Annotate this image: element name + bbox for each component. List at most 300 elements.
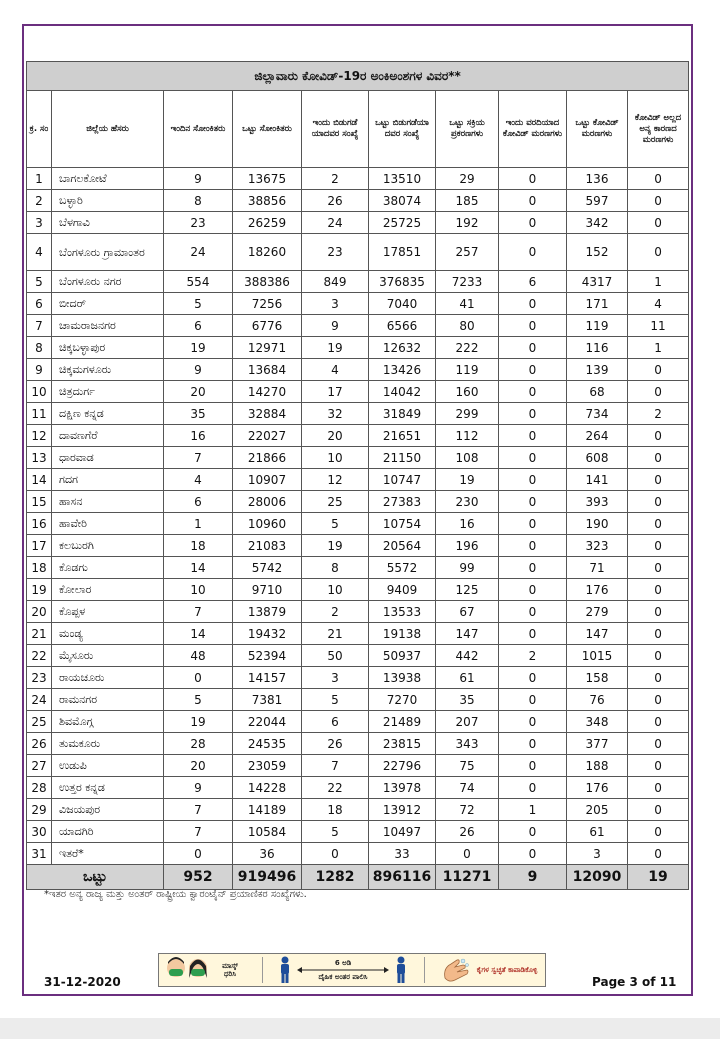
- cell-total-deaths: 734: [567, 403, 628, 425]
- table-row: [27, 623, 689, 645]
- cell-total-cases: 14270: [233, 381, 302, 403]
- cell-total-deaths: 152: [567, 234, 628, 271]
- distance-label: [295, 959, 391, 981]
- cell-today-deaths: 0: [499, 447, 567, 469]
- distance-text: ದೈಹಿಕ ಅಂತರ ಪಾಲಿಸಿ: [318, 973, 368, 981]
- cell-today-deaths: 0: [499, 711, 567, 733]
- cell-district: ಚಿತ್ರದುರ್ಗ: [52, 381, 164, 403]
- cell-total-cases: 7381: [233, 689, 302, 711]
- page-total: 11: [659, 975, 677, 989]
- table-row: [27, 381, 689, 403]
- cell-sl: 10: [27, 381, 52, 403]
- cell-sl: 26: [27, 733, 52, 755]
- cell-today-deaths: 0: [499, 623, 567, 645]
- cell-today-deaths: 0: [499, 843, 567, 865]
- wash-group: [441, 956, 539, 984]
- cell-total-discharged: 13426: [369, 359, 436, 381]
- cell-active: 222: [436, 337, 499, 359]
- cell-today-discharged: 0: [302, 843, 369, 865]
- cell-total-deaths: 136: [567, 168, 628, 190]
- cell-today-cases: 10: [164, 579, 233, 601]
- cell-total-discharged: 21150: [369, 447, 436, 469]
- cell-sl: 15: [27, 491, 52, 513]
- cell-active: 442: [436, 645, 499, 667]
- header-today-discharged: ಇಂದು ಬಿಡುಗಡೆ ಯಾದವರ ಸಂಖ್ಯೆ: [302, 91, 369, 168]
- cell-total-deaths: 61: [567, 821, 628, 843]
- table-row: [27, 799, 689, 821]
- table-row: [27, 234, 689, 271]
- cell-active: 108: [436, 447, 499, 469]
- cell-active: 112: [436, 425, 499, 447]
- cell-active: 343: [436, 733, 499, 755]
- cell-sl: 6: [27, 293, 52, 315]
- cell-today-deaths: 0: [499, 190, 567, 212]
- cell-active: 26: [436, 821, 499, 843]
- cell-total-discharged: 21651: [369, 425, 436, 447]
- table-row: [27, 491, 689, 513]
- cell-district: ರಾಯಚೂರು: [52, 667, 164, 689]
- cell-active: 196: [436, 535, 499, 557]
- cell-today-cases: 7: [164, 799, 233, 821]
- cell-today-discharged: 2: [302, 601, 369, 623]
- cell-non-covid-deaths: 11: [628, 315, 689, 337]
- cell-total-discharged: 20564: [369, 535, 436, 557]
- banner-divider: [424, 957, 425, 983]
- cell-active: 192: [436, 212, 499, 234]
- cell-today-deaths: 0: [499, 315, 567, 337]
- cell-today-deaths: 0: [499, 425, 567, 447]
- cell-total-deaths: 171: [567, 293, 628, 315]
- cell-today-cases: 5: [164, 293, 233, 315]
- table-row: [27, 711, 689, 733]
- cell-today-cases: 8: [164, 190, 233, 212]
- cell-today-cases: 19: [164, 711, 233, 733]
- cell-district: ಮೈಸೂರು: [52, 645, 164, 667]
- cell-sl: 14: [27, 469, 52, 491]
- cell-sl: 7: [27, 315, 52, 337]
- cell-district: ಯಾದಗಿರಿ: [52, 821, 164, 843]
- cell-today-deaths: 1: [499, 799, 567, 821]
- table-row: [27, 293, 689, 315]
- cell-non-covid-deaths: 4: [628, 293, 689, 315]
- table-row: [27, 403, 689, 425]
- cell-district: ಉತ್ತರ ಕನ್ನಡ: [52, 777, 164, 799]
- cell-total-discharged: 9409: [369, 579, 436, 601]
- cell-total-cases: 13684: [233, 359, 302, 381]
- cell-today-discharged: 26: [302, 190, 369, 212]
- cell-today-cases: 0: [164, 667, 233, 689]
- cell-today-discharged: 12: [302, 469, 369, 491]
- wash-text: ಕೈಗಳ ಸ್ವಚ್ಛತೆ ಕಾಪಾಡಿಕೊಳ್ಳಿ: [476, 966, 538, 974]
- cell-today-deaths: 0: [499, 579, 567, 601]
- cell-today-deaths: 0: [499, 234, 567, 271]
- cell-district: ಕೊಪ್ಪಳ: [52, 601, 164, 623]
- cell-total-deaths: 147: [567, 623, 628, 645]
- person-icon: [279, 956, 291, 984]
- cell-active: 230: [436, 491, 499, 513]
- total-total-deaths: 12090: [567, 865, 628, 890]
- cell-active: 67: [436, 601, 499, 623]
- cell-non-covid-deaths: 0: [628, 491, 689, 513]
- person-icon: [395, 956, 407, 984]
- cell-total-cases: 18260: [233, 234, 302, 271]
- cell-non-covid-deaths: 2: [628, 403, 689, 425]
- cell-sl: 5: [27, 271, 52, 293]
- cell-total-discharged: 50937: [369, 645, 436, 667]
- cell-total-discharged: 5572: [369, 557, 436, 579]
- cell-sl: 17: [27, 535, 52, 557]
- cell-total-deaths: 188: [567, 755, 628, 777]
- cell-total-deaths: 4317: [567, 271, 628, 293]
- cell-district: ಕೊಡಗು: [52, 557, 164, 579]
- cell-active: 160: [436, 381, 499, 403]
- cell-today-cases: 7: [164, 821, 233, 843]
- cell-total-deaths: 116: [567, 337, 628, 359]
- footnote: *ಇತರ ಅನ್ಯ ರಾಜ್ಯ ಮತ್ತು ಅಂತರ್ ರಾಷ್ಟ್ರೀಯ ಕ್ವಾರಂಟೈನ್ ಪ್ರಯಾಣಿಕರ ಸಂಖ್ಯೆಗಳು.: [44, 889, 307, 900]
- cell-active: 257: [436, 234, 499, 271]
- cell-sl: 11: [27, 403, 52, 425]
- cell-total-cases: 10960: [233, 513, 302, 535]
- cell-today-deaths: 0: [499, 689, 567, 711]
- cell-today-cases: 23: [164, 212, 233, 234]
- covid-stats-table: [26, 61, 689, 890]
- cell-active: 299: [436, 403, 499, 425]
- cell-sl: 2: [27, 190, 52, 212]
- cell-sl: 21: [27, 623, 52, 645]
- cell-total-deaths: 190: [567, 513, 628, 535]
- mask-faces-icon: [165, 956, 211, 984]
- cell-today-discharged: 21: [302, 623, 369, 645]
- cell-total-deaths: 139: [567, 359, 628, 381]
- cell-total-discharged: 13533: [369, 601, 436, 623]
- cell-district: ಬೆಂಗಳೂರು ಗ್ರಾಮಾಂತರ: [52, 234, 164, 271]
- cell-total-cases: 14228: [233, 777, 302, 799]
- page-current: 3: [629, 975, 638, 989]
- table-row: [27, 579, 689, 601]
- cell-active: 185: [436, 190, 499, 212]
- cell-non-covid-deaths: 0: [628, 843, 689, 865]
- cell-today-discharged: 23: [302, 234, 369, 271]
- table-row: [27, 755, 689, 777]
- cell-total-discharged: 13978: [369, 777, 436, 799]
- cell-total-cases: 388386: [233, 271, 302, 293]
- table-body: [27, 168, 689, 865]
- cell-district: ರಾಮನಗರ: [52, 689, 164, 711]
- table-row: [27, 190, 689, 212]
- cell-today-deaths: 0: [499, 535, 567, 557]
- cell-today-deaths: 0: [499, 337, 567, 359]
- cell-today-discharged: 7: [302, 755, 369, 777]
- total-today-cases: 952: [164, 865, 233, 890]
- cell-total-cases: 22044: [233, 711, 302, 733]
- cell-today-cases: 7: [164, 447, 233, 469]
- cell-district: ಧಾರವಾಡ: [52, 447, 164, 469]
- cell-today-discharged: 2: [302, 168, 369, 190]
- cell-district: ಬಾಗಲಕೋಟೆ: [52, 168, 164, 190]
- cell-sl: 30: [27, 821, 52, 843]
- cell-total-discharged: 17851: [369, 234, 436, 271]
- table-row: [27, 447, 689, 469]
- cell-today-cases: 6: [164, 491, 233, 513]
- banner-divider: [262, 957, 263, 983]
- cell-total-deaths: 393: [567, 491, 628, 513]
- cell-active: 19: [436, 469, 499, 491]
- cell-total-cases: 28006: [233, 491, 302, 513]
- cell-total-discharged: 10747: [369, 469, 436, 491]
- cell-district: ದಾವಣಗೆರೆ: [52, 425, 164, 447]
- cell-today-cases: 35: [164, 403, 233, 425]
- cell-today-discharged: 10: [302, 579, 369, 601]
- table-row: [27, 271, 689, 293]
- cell-today-discharged: 22: [302, 777, 369, 799]
- cell-total-discharged: 31849: [369, 403, 436, 425]
- cell-today-deaths: 0: [499, 755, 567, 777]
- header-sl: ಕ್ರ. ಸಂ: [27, 91, 52, 168]
- cell-total-deaths: 323: [567, 535, 628, 557]
- cell-today-cases: 19: [164, 337, 233, 359]
- cell-active: 35: [436, 689, 499, 711]
- table-row: [27, 557, 689, 579]
- distance-feet-text: 6 ಅಡಿ: [334, 959, 352, 967]
- cell-non-covid-deaths: 0: [628, 557, 689, 579]
- total-today-discharged: 1282: [302, 865, 369, 890]
- cell-today-cases: 4: [164, 469, 233, 491]
- cell-total-deaths: 158: [567, 667, 628, 689]
- cell-total-discharged: 10754: [369, 513, 436, 535]
- total-total-discharged: 896116: [369, 865, 436, 890]
- cell-total-discharged: 23815: [369, 733, 436, 755]
- cell-total-cases: 21083: [233, 535, 302, 557]
- table-row: [27, 535, 689, 557]
- cell-sl: 18: [27, 557, 52, 579]
- cell-district: ಬೀದರ್: [52, 293, 164, 315]
- cell-today-deaths: 0: [499, 293, 567, 315]
- table-row: [27, 513, 689, 535]
- cell-today-cases: 20: [164, 381, 233, 403]
- cell-active: 74: [436, 777, 499, 799]
- cell-total-deaths: 377: [567, 733, 628, 755]
- cell-today-discharged: 20: [302, 425, 369, 447]
- cell-active: 72: [436, 799, 499, 821]
- cell-today-cases: 18: [164, 535, 233, 557]
- cell-district: ಚಾಮರಾಜನಗರ: [52, 315, 164, 337]
- cell-total-discharged: 10497: [369, 821, 436, 843]
- table-row: [27, 733, 689, 755]
- page-prefix: Page: [592, 975, 630, 989]
- total-today-deaths: 9: [499, 865, 567, 890]
- cell-non-covid-deaths: 0: [628, 168, 689, 190]
- cell-total-cases: 6776: [233, 315, 302, 337]
- cell-sl: 20: [27, 601, 52, 623]
- cell-today-cases: 7: [164, 601, 233, 623]
- cell-today-discharged: 8: [302, 557, 369, 579]
- header-total-deaths: ಒಟ್ಟು ಕೋವಿಡ್ ಮರಣಗಳು: [567, 91, 628, 168]
- cell-today-deaths: 0: [499, 601, 567, 623]
- cell-total-cases: 13675: [233, 168, 302, 190]
- cell-total-discharged: 7270: [369, 689, 436, 711]
- cell-total-deaths: 342: [567, 212, 628, 234]
- cell-today-deaths: 0: [499, 168, 567, 190]
- cell-today-discharged: 24: [302, 212, 369, 234]
- cell-total-cases: 7256: [233, 293, 302, 315]
- cell-total-cases: 19432: [233, 623, 302, 645]
- cell-non-covid-deaths: 0: [628, 777, 689, 799]
- cell-sl: 3: [27, 212, 52, 234]
- cell-today-deaths: 0: [499, 212, 567, 234]
- cell-today-discharged: 50: [302, 645, 369, 667]
- cell-total-discharged: 7040: [369, 293, 436, 315]
- cell-today-deaths: 0: [499, 359, 567, 381]
- cell-total-cases: 38856: [233, 190, 302, 212]
- cell-today-cases: 1: [164, 513, 233, 535]
- cell-today-discharged: 4: [302, 359, 369, 381]
- cell-district: ಶಿವಮೊಗ್ಗ: [52, 711, 164, 733]
- cell-district: ಬಳ್ಳಾರಿ: [52, 190, 164, 212]
- total-row: [27, 865, 689, 890]
- cell-sl: 12: [27, 425, 52, 447]
- mask-group: [165, 956, 245, 984]
- header-today-cases: ಇಂದಿನ ಸೋಂಕಿತರು: [164, 91, 233, 168]
- cell-total-deaths: 141: [567, 469, 628, 491]
- cell-today-cases: 48: [164, 645, 233, 667]
- cell-total-cases: 5742: [233, 557, 302, 579]
- cell-total-cases: 10584: [233, 821, 302, 843]
- cell-active: 119: [436, 359, 499, 381]
- cell-sl: 13: [27, 447, 52, 469]
- cell-today-discharged: 32: [302, 403, 369, 425]
- cell-non-covid-deaths: 1: [628, 337, 689, 359]
- total-label: ಒಟ್ಟು: [27, 865, 164, 890]
- cell-total-cases: 21866: [233, 447, 302, 469]
- cell-today-deaths: 0: [499, 381, 567, 403]
- cell-today-cases: 5: [164, 689, 233, 711]
- table-row: [27, 821, 689, 843]
- cell-district: ಮಂಡ್ಯ: [52, 623, 164, 645]
- table-row: [27, 777, 689, 799]
- cell-non-covid-deaths: 0: [628, 821, 689, 843]
- cell-today-discharged: 17: [302, 381, 369, 403]
- cell-total-deaths: 264: [567, 425, 628, 447]
- cell-total-deaths: 71: [567, 557, 628, 579]
- cell-total-cases: 14189: [233, 799, 302, 821]
- cell-sl: 23: [27, 667, 52, 689]
- cell-today-cases: 6: [164, 315, 233, 337]
- cell-total-deaths: 1015: [567, 645, 628, 667]
- cell-non-covid-deaths: 0: [628, 755, 689, 777]
- cell-active: 61: [436, 667, 499, 689]
- cell-today-cases: 9: [164, 168, 233, 190]
- cell-non-covid-deaths: 0: [628, 733, 689, 755]
- cell-total-discharged: 6566: [369, 315, 436, 337]
- cell-district: ತುಮಕೂರು: [52, 733, 164, 755]
- table-row: [27, 212, 689, 234]
- cell-sl: 8: [27, 337, 52, 359]
- table-row: [27, 843, 689, 865]
- cell-district: ಹಾಸನ: [52, 491, 164, 513]
- cell-total-cases: 23059: [233, 755, 302, 777]
- header-non-covid-deaths: ಕೋವಿಡ್ ಅಲ್ಲದ ಅನ್ಯ ಕಾರಣದ ಮರಣಗಳು: [628, 91, 689, 168]
- cell-non-covid-deaths: 0: [628, 579, 689, 601]
- cell-total-deaths: 597: [567, 190, 628, 212]
- cell-sl: 25: [27, 711, 52, 733]
- cell-today-discharged: 6: [302, 711, 369, 733]
- total-active: 11271: [436, 865, 499, 890]
- cell-today-discharged: 26: [302, 733, 369, 755]
- cell-total-discharged: 33: [369, 843, 436, 865]
- cell-today-cases: 24: [164, 234, 233, 271]
- cell-today-discharged: 18: [302, 799, 369, 821]
- distance-group: [279, 956, 407, 984]
- cell-today-deaths: 2: [499, 645, 567, 667]
- cell-today-discharged: 19: [302, 535, 369, 557]
- table-row: [27, 359, 689, 381]
- cell-today-discharged: 3: [302, 293, 369, 315]
- cell-sl: 16: [27, 513, 52, 535]
- cell-active: 29: [436, 168, 499, 190]
- cell-district: ಕಲಬುರಗಿ: [52, 535, 164, 557]
- total-total-cases: 919496: [233, 865, 302, 890]
- cell-total-cases: 26259: [233, 212, 302, 234]
- cell-today-cases: 28: [164, 733, 233, 755]
- cell-total-discharged: 21489: [369, 711, 436, 733]
- table-row: [27, 601, 689, 623]
- cell-non-covid-deaths: 0: [628, 234, 689, 271]
- cell-total-discharged: 25725: [369, 212, 436, 234]
- cell-today-cases: 554: [164, 271, 233, 293]
- cell-active: 125: [436, 579, 499, 601]
- cell-total-discharged: 13938: [369, 667, 436, 689]
- cell-today-cases: 14: [164, 623, 233, 645]
- cell-non-covid-deaths: 0: [628, 689, 689, 711]
- cell-total-discharged: 27383: [369, 491, 436, 513]
- cell-active: 0: [436, 843, 499, 865]
- header-active: ಒಟ್ಟು ಸಕ್ರಿಯ ಪ್ರಕರಣಗಳು: [436, 91, 499, 168]
- cell-sl: 31: [27, 843, 52, 865]
- cell-sl: 28: [27, 777, 52, 799]
- cell-total-deaths: 348: [567, 711, 628, 733]
- cell-today-deaths: 6: [499, 271, 567, 293]
- cell-non-covid-deaths: 0: [628, 513, 689, 535]
- table-row: [27, 425, 689, 447]
- cell-today-deaths: 0: [499, 491, 567, 513]
- cell-today-deaths: 0: [499, 513, 567, 535]
- cell-today-deaths: 0: [499, 777, 567, 799]
- cell-total-cases: 14157: [233, 667, 302, 689]
- cell-active: 75: [436, 755, 499, 777]
- cell-total-deaths: 205: [567, 799, 628, 821]
- cell-non-covid-deaths: 0: [628, 711, 689, 733]
- cell-non-covid-deaths: 0: [628, 381, 689, 403]
- cell-active: 80: [436, 315, 499, 337]
- cell-total-deaths: 76: [567, 689, 628, 711]
- cell-district: ಇತರೆ*: [52, 843, 164, 865]
- cell-total-discharged: 19138: [369, 623, 436, 645]
- mask-text: ಮಾಸ್ಕ್ ಧರಿಸಿ: [222, 962, 238, 978]
- cell-active: 16: [436, 513, 499, 535]
- header-district: ಜಿಲ್ಲೆಯ ಹೆಸರು: [52, 91, 164, 168]
- cell-total-cases: 22027: [233, 425, 302, 447]
- cell-today-deaths: 0: [499, 557, 567, 579]
- report-date: 31-12-2020: [44, 975, 121, 989]
- cell-non-covid-deaths: 0: [628, 645, 689, 667]
- cell-sl: 19: [27, 579, 52, 601]
- table-row: [27, 645, 689, 667]
- cell-total-cases: 12971: [233, 337, 302, 359]
- cell-today-discharged: 5: [302, 513, 369, 535]
- cell-active: 99: [436, 557, 499, 579]
- cell-today-discharged: 9: [302, 315, 369, 337]
- cell-active: 147: [436, 623, 499, 645]
